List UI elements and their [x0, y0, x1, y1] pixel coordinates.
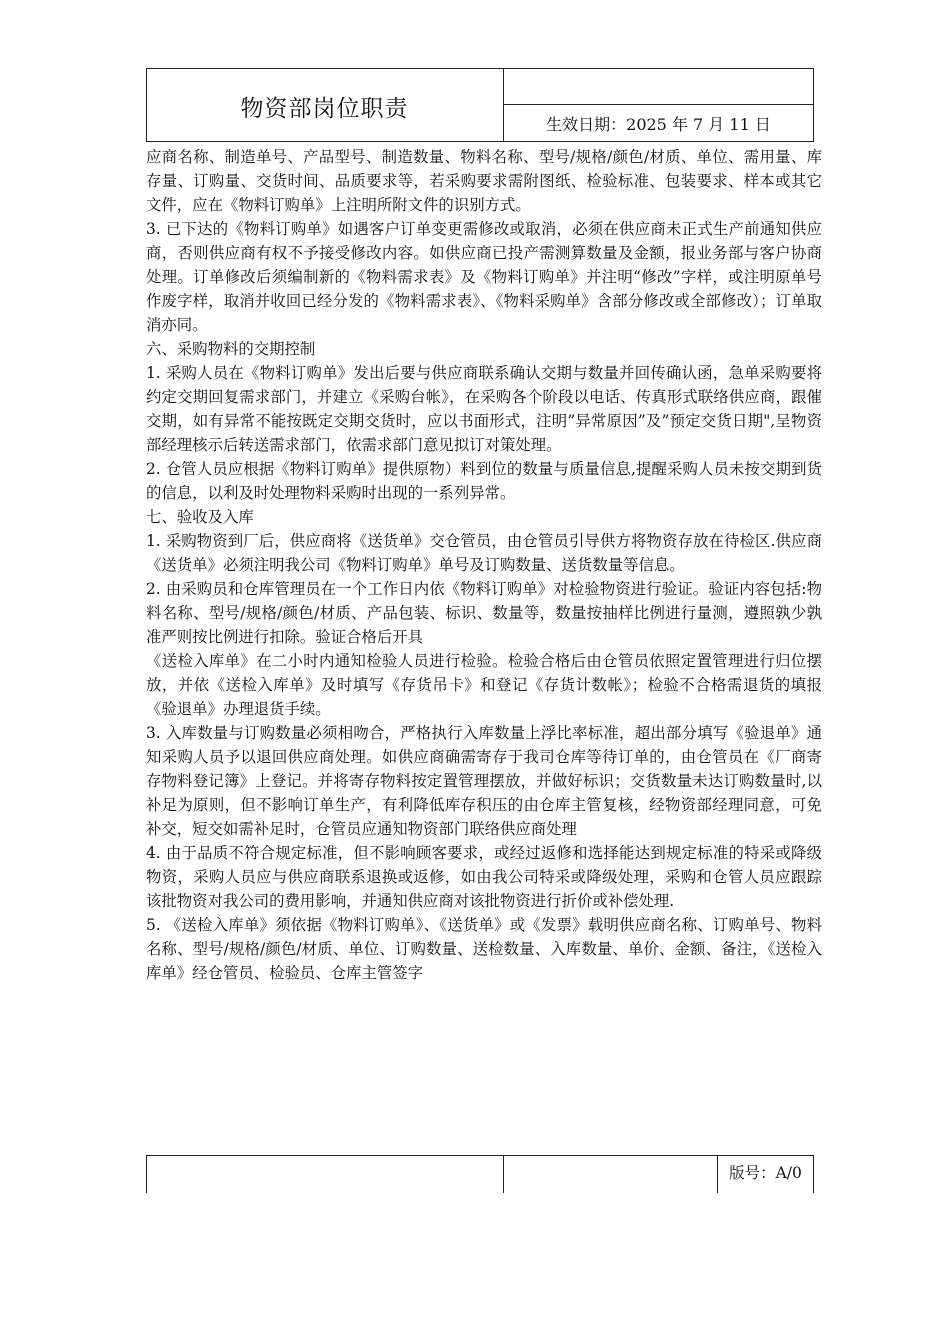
paragraph: 1. 采购人员在《物料订购单》发出后要与供应商联系确认交期与数量并回传确认函，急单采购要将约定交期回复需求部门，并建立《采购台帐》，在采购各个阶段以电话、传真形式联络供应商，跟催交期，如有异常不能按既定交期交货时，应以书面形式，注明”异常原因”及”预定交货日期",呈物资部经理核示后转送需求部门，依需求部门意见拟订对策处理。 — [146, 364, 822, 454]
footer-divider-left — [146, 1155, 147, 1193]
footer-border-top — [146, 1155, 814, 1156]
paragraph: 1. 采购物资到厂后，供应商将《送货单》交仓管员，由仓管员引导供方将物资存放在待检区.供应商《送货单》必须注明我公司《物料订购单》单号及订购数量、送货数量等信息。 — [146, 532, 822, 574]
version-number: 版号：A/0 — [729, 1164, 802, 1182]
paragraph: 2. 仓管人员应根据《物料订购单》提供原物）料到位的数量与质量信息,提醒采购人员未按交期到货的信息，以利及时处理物料采购时出现的一系列异常。 — [146, 460, 822, 502]
paragraph: 4. 由于品质不符合规定标准，但不影响顾客要求，或经过返修和选择能达到规定标准的特采或降级物资，采购人员应与供应商联系退换或返修，如由我公司特采或降级处理，采购和仓管人员应跟踪该批物资对我公司的费用影响，并通知供应商对该批物资进行折价或补偿处理. — [146, 844, 822, 910]
paragraph: 《送检入库单》在二小时内通知检验人员进行检验。检验合格后由仓管员依照定置管理进行归位摆放，并依《送检入库单》及时填写《存货吊卡》和登记《存货计数帐》；检验不合格需退货的填报《验退单》办理退货手续。 — [146, 652, 822, 718]
paragraph: 2. 由采购员和仓库管理员在一个工作日内依《物料订购单》对检验物资进行验证。验证内容包括:物料名称、型号/规格/颜色/材质、产品包装、标识、数量等，数量按抽样比例进行量测，遵照孰少孰准严则按比例进行扣除。验证合格后开具 — [146, 580, 822, 646]
paragraph: 3. 已下达的《物料订购单》如遇客户订单变更需修改或取消，必须在供应商未正式生产前通知供应商，否则供应商有权不予接受修改内容。如供应商已投产需测算数量及金额，报业务部与客户协商处理。订单修改后须编制新的《物料需求表》及《物料订购单》并注明“修改”字样，或注明原单号作废字样，取消并收回已经分发的《物料需求表》、《物料采购单》含部分修改或全部修改）；订单取消亦同。 — [146, 220, 822, 334]
section-heading: 六、采购物料的交期控制 — [146, 340, 316, 358]
document-body — [146, 145, 822, 985]
header-divider-horizontal — [503, 104, 814, 105]
section-heading: 七、验收及入库 — [146, 508, 254, 526]
document-title: 物资部岗位职责 — [240, 96, 409, 122]
paragraph: 5. 《送检入库单》须依据《物料订购单》、《送货单》或《发票》载明供应商名称、订购单号、物料名称、型号/规格/颜色/材质、单位、订购数量、送检数量、入库数量、单价、金额、备注，《送检入库单》经仓管员、检验员、仓库主管签字 — [146, 916, 822, 982]
paragraph: 应商名称、制造单号、产品型号、制造数量、物料名称、型号/规格/颜色/材质、单位、需用量、库存量、订购量、交货时间、品质要求等，若采购要求需附图纸、检验标准、包装要求、样本或其它文件，应在《物料订购单》上注明所附文件的识别方式。 — [146, 148, 822, 214]
paragraph: 3. 入库数量与订购数量必须相吻合，严格执行入库数量上浮比率标准，超出部分填写《验退单》通知采购人员予以退回供应商处理。如供应商确需寄存于我司仓库等待订单的，由仓管员在《厂商寄存物料登记簿》上登记。并将寄存物料按定置管理摆放，并做好标识；交货数量未达订购数量时,以补足为原则，但不影响订单生产，有利降低库存积压的由仓库主管复核，经物资部经理同意，可免补交，短交如需补足时，仓管员应通知物资部门联络供应商处理 — [146, 724, 822, 838]
effective-date: 生效日期：2025 年 7 月 11 日 — [546, 115, 771, 134]
footer-divider-middle — [503, 1155, 504, 1193]
